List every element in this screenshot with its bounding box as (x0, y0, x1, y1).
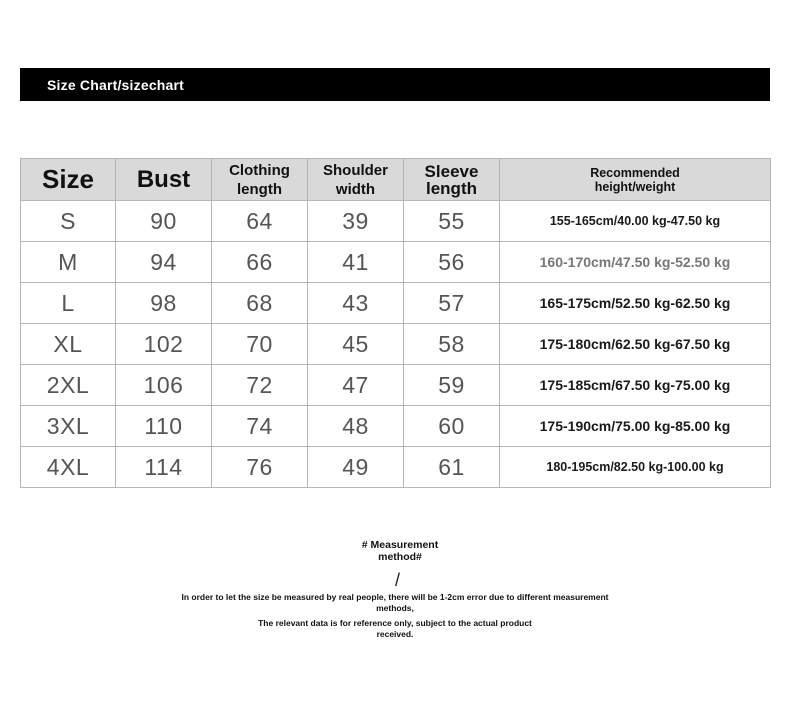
cell-clothing-length: 76 (212, 447, 308, 488)
table-header-row (21, 159, 771, 201)
cell-bust: 114 (116, 447, 212, 488)
cell-bust: 110 (116, 406, 212, 447)
cell-sleeve-length: 55 (404, 201, 500, 242)
reference-only-note: The relevant data is for reference only, subject to the actual product received. (258, 618, 532, 639)
size-chart-title-bar (20, 68, 770, 101)
cell-size: 2XL (21, 365, 116, 406)
cell-shoulder-width: 45 (308, 324, 404, 365)
cell-bust: 90 (116, 201, 212, 242)
header-size: Size (21, 159, 116, 201)
cell-recommended: 160-170cm/47.50 kg-52.50 kg (500, 242, 771, 283)
header-bust: Bust (116, 159, 212, 201)
table-row (21, 324, 771, 365)
cell-recommended: 175-185cm/67.50 kg-75.00 kg (500, 365, 771, 406)
header-shoulder-width: Shoulder width (308, 159, 404, 201)
cell-sleeve-length: 58 (404, 324, 500, 365)
cell-bust: 94 (116, 242, 212, 283)
cell-size: 4XL (21, 447, 116, 488)
cell-shoulder-width: 41 (308, 242, 404, 283)
measurement-line-2: method# (378, 551, 422, 563)
cell-clothing-length: 66 (212, 242, 308, 283)
cell-sleeve-length: 57 (404, 283, 500, 324)
cell-size: S (21, 201, 116, 242)
measurement-method-heading (300, 539, 500, 563)
cell-shoulder-width: 49 (308, 447, 404, 488)
header-sleeve-length: Sleeve length (404, 159, 500, 201)
size-chart-title: Size Chart/sizechart (47, 76, 185, 93)
header-recommended-height-weight: Recommended height/weight (500, 159, 771, 201)
header-clothing-length: Clothing length (212, 159, 308, 201)
cell-bust: 102 (116, 324, 212, 365)
cell-sleeve-length: 59 (404, 365, 500, 406)
cell-bust: 98 (116, 283, 212, 324)
cell-recommended: 175-190cm/75.00 kg-85.00 kg (500, 406, 771, 447)
measurement-line-1: # Measurement (361, 539, 439, 551)
cell-recommended: 175-180cm/62.50 kg-67.50 kg (500, 324, 771, 365)
cell-sleeve-length: 56 (404, 242, 500, 283)
cell-size: XL (21, 324, 116, 365)
cell-recommended: 155-165cm/40.00 kg-47.50 kg (500, 201, 771, 242)
table-row (21, 242, 771, 283)
table-row (21, 283, 771, 324)
table-row (21, 365, 771, 406)
cell-shoulder-width: 47 (308, 365, 404, 406)
cell-recommended: 180-195cm/82.50 kg-100.00 kg (500, 447, 771, 488)
size-chart-table (20, 158, 771, 488)
cell-clothing-length: 68 (212, 283, 308, 324)
cell-shoulder-width: 48 (308, 406, 404, 447)
cell-size: L (21, 283, 116, 324)
cell-size: M (21, 242, 116, 283)
table-row (21, 406, 771, 447)
cell-clothing-length: 74 (212, 406, 308, 447)
cell-recommended: 165-175cm/52.50 kg-62.50 kg (500, 283, 771, 324)
cell-shoulder-width: 39 (308, 201, 404, 242)
table-row (21, 201, 771, 242)
cell-bust: 106 (116, 365, 212, 406)
measurement-slash-mark: / (395, 570, 401, 590)
cell-sleeve-length: 61 (404, 447, 500, 488)
cell-clothing-length: 64 (212, 201, 308, 242)
cell-size: 3XL (21, 406, 116, 447)
cell-sleeve-length: 60 (404, 406, 500, 447)
measurement-error-note: In order to let the size be measured by real people, there will be 1-2cm error due to different measurement methods, (181, 592, 609, 613)
table-row (21, 447, 771, 488)
cell-clothing-length: 72 (212, 365, 308, 406)
cell-clothing-length: 70 (212, 324, 308, 365)
cell-shoulder-width: 43 (308, 283, 404, 324)
